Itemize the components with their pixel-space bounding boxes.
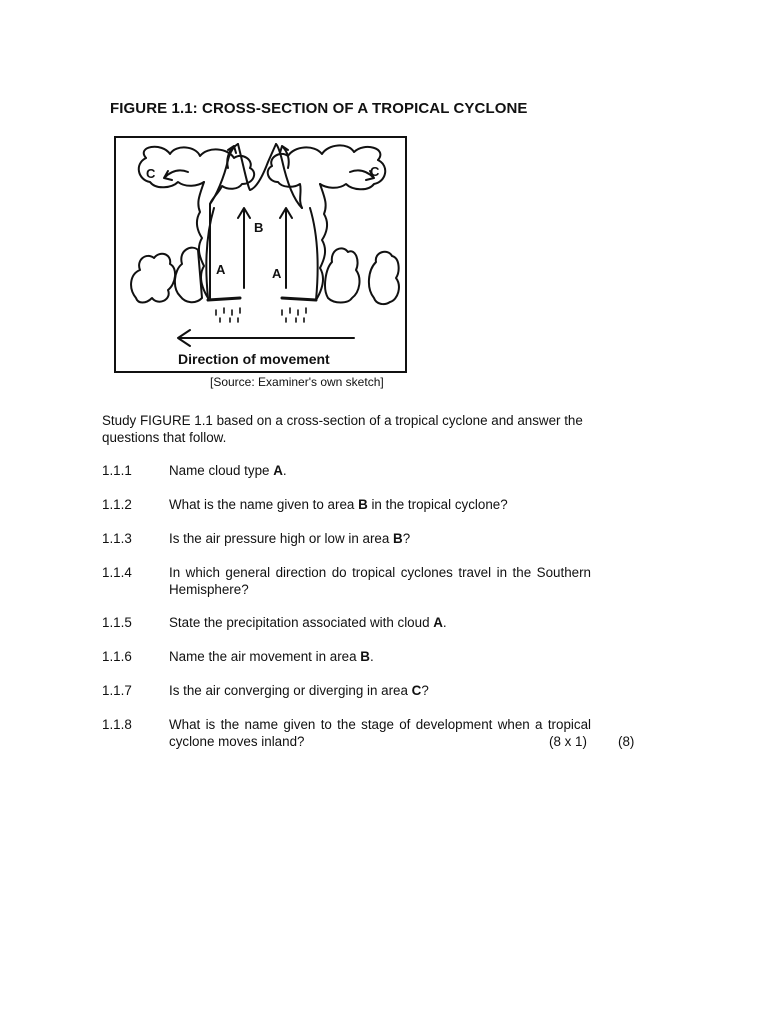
left-anvil-cloud	[144, 147, 254, 298]
figure-title: FIGURE 1.1: CROSS-SECTION OF A TROPICAL CYCLONE	[110, 100, 528, 117]
question-text: Is the air pressure high or low in area B?	[169, 531, 411, 546]
question-text: State the precipitation associated with cloud A.	[169, 615, 447, 630]
question-text: Name the air movement in area B.	[169, 649, 374, 664]
question-text: What is the name given to area B in the tropical cyclone?	[169, 497, 508, 512]
question-number: 1.1.6	[102, 649, 132, 664]
marks-total: (8)	[618, 734, 635, 749]
marks-calculation: (8 x 1)	[549, 734, 587, 749]
question-number: 1.1.3	[102, 531, 132, 546]
label-a-right: A	[272, 266, 282, 281]
question-number: 1.1.8	[102, 717, 132, 732]
left-small-clouds	[131, 254, 175, 303]
question-number: 1.1.7	[102, 683, 132, 698]
question-text: Is the air converging or diverging in area C?	[169, 683, 429, 698]
question-number: 1.1.2	[102, 497, 132, 512]
instructions: Study FIGURE 1.1 based on a cross-section of a tropical cyclone and answer the questions that follow.	[102, 413, 583, 445]
question-text: Name cloud type A.	[169, 463, 287, 478]
right-small-clouds	[325, 248, 359, 302]
label-c-left: C	[146, 166, 156, 181]
label-a-left: A	[216, 262, 226, 277]
direction-arrow	[178, 330, 354, 346]
question-text: What is the name given to the stage of development when a tropical cyclone moves inland?	[169, 717, 591, 749]
question-number: 1.1.1	[102, 463, 132, 478]
question-text: In which general direction do tropical cyclones travel in the Southern Hemisphere?	[169, 565, 591, 597]
direction-label: Direction of movement	[178, 351, 330, 367]
cyclone-sketch	[116, 138, 405, 371]
question-number: 1.1.4	[102, 565, 132, 580]
label-b: B	[254, 220, 264, 235]
cyclone-cross-section-diagram	[114, 136, 407, 373]
figure-source: [Source: Examiner's own sketch]	[210, 375, 384, 389]
question-number: 1.1.5	[102, 615, 132, 630]
label-c-right: C	[370, 164, 380, 179]
